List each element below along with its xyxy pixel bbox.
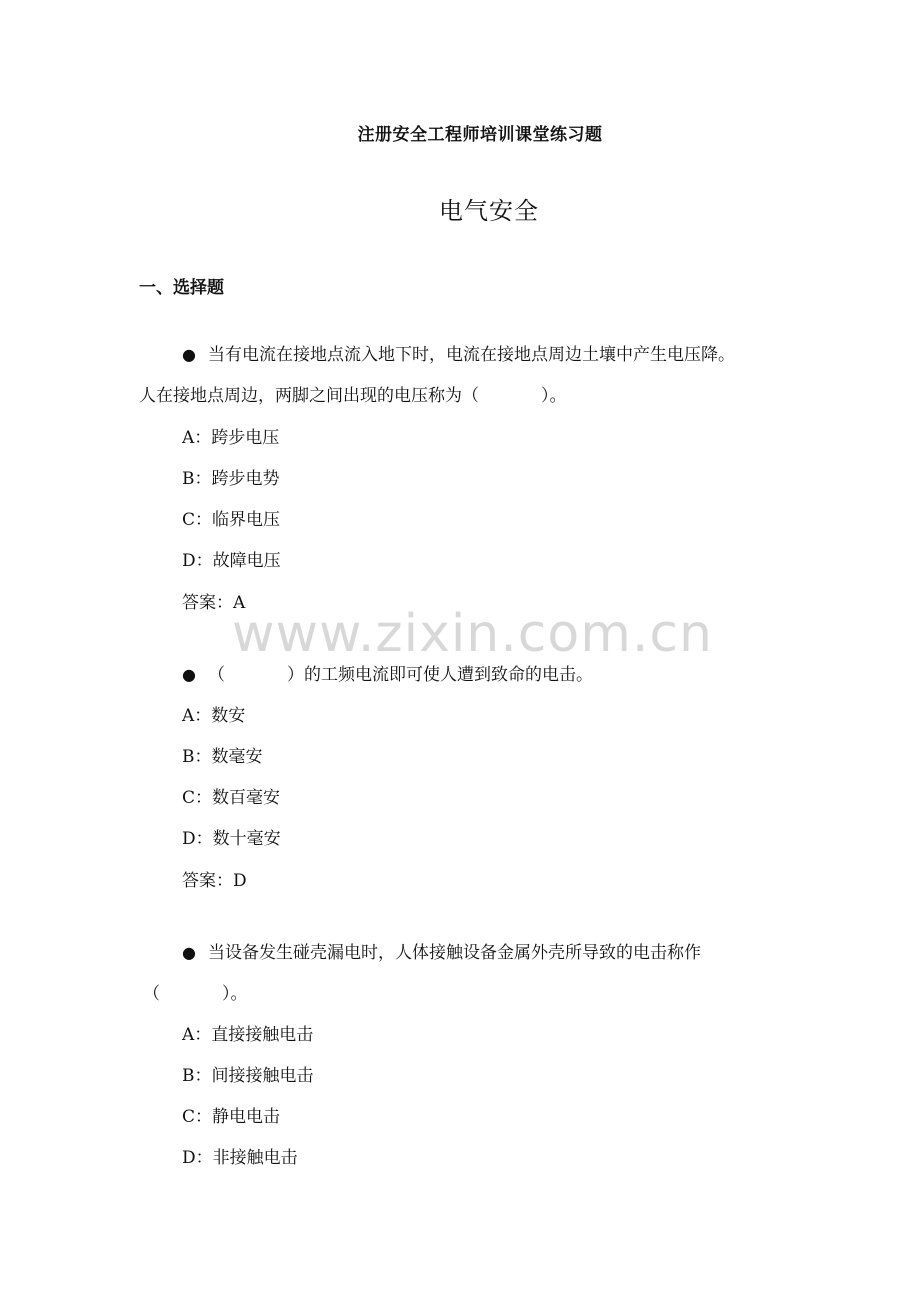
bullet-icon: ● — [182, 345, 196, 364]
question-2-line-1 — [182, 665, 593, 685]
question-3-option-d: D：非接触电击 — [182, 1148, 298, 1168]
question-3-option-a: A：直接接触电击 — [182, 1025, 314, 1045]
question-2-option-c: C：数百毫安 — [182, 788, 281, 808]
question-3-line-1 — [182, 943, 701, 963]
question-1-text-end: ）。 — [541, 386, 567, 406]
question-1-line-2 — [139, 386, 567, 406]
question-2-answer: 答案：D — [182, 871, 247, 891]
question-1-option-a: A：跨步电压 — [182, 428, 280, 448]
question-1-option-d: D：故障电压 — [182, 551, 281, 571]
question-3-text: 当设备发生碰壳漏电时，人体接触设备金属外壳所导致的电击称作 — [207, 943, 701, 963]
question-2-option-a: A：数安 — [182, 706, 246, 726]
question-3-line-2 — [143, 984, 248, 1004]
question-2-text-start: （ — [207, 665, 225, 685]
watermark: www.zixin.com.cn — [232, 604, 713, 664]
question-2-option-b: B：数毫安 — [182, 747, 263, 767]
question-1-text-cont: 人在接地点周边，两脚之间出现的电压称为（ — [139, 386, 479, 406]
question-1-text: 当有电流在接地点流入地下时，电流在接地点周边土壤中产生电压降。 — [207, 345, 735, 365]
question-2-text: ）的工频电流即可使人遭到致命的电击。 — [286, 665, 593, 685]
question-3-text-end: ）。 — [222, 984, 248, 1004]
question-3-option-b: B：间接接触电击 — [182, 1066, 314, 1086]
question-3-option-c: C：静电电击 — [182, 1107, 281, 1127]
question-1-option-b: B：跨步电势 — [182, 469, 280, 489]
bullet-icon: ● — [182, 665, 196, 684]
bullet-icon: ● — [182, 943, 196, 962]
question-1-line-1 — [182, 345, 735, 365]
question-3-text-cont: （ — [143, 984, 160, 1004]
section-title: 一、选择题 — [139, 278, 224, 298]
question-1-answer: 答案：A — [182, 593, 246, 613]
subject-title: 电气安全 — [439, 197, 539, 225]
document-header-title: 注册安全工程师培训课堂练习题 — [357, 125, 603, 145]
question-1-option-c: C：临界电压 — [182, 510, 281, 530]
question-2-option-d: D：数十毫安 — [182, 829, 281, 849]
